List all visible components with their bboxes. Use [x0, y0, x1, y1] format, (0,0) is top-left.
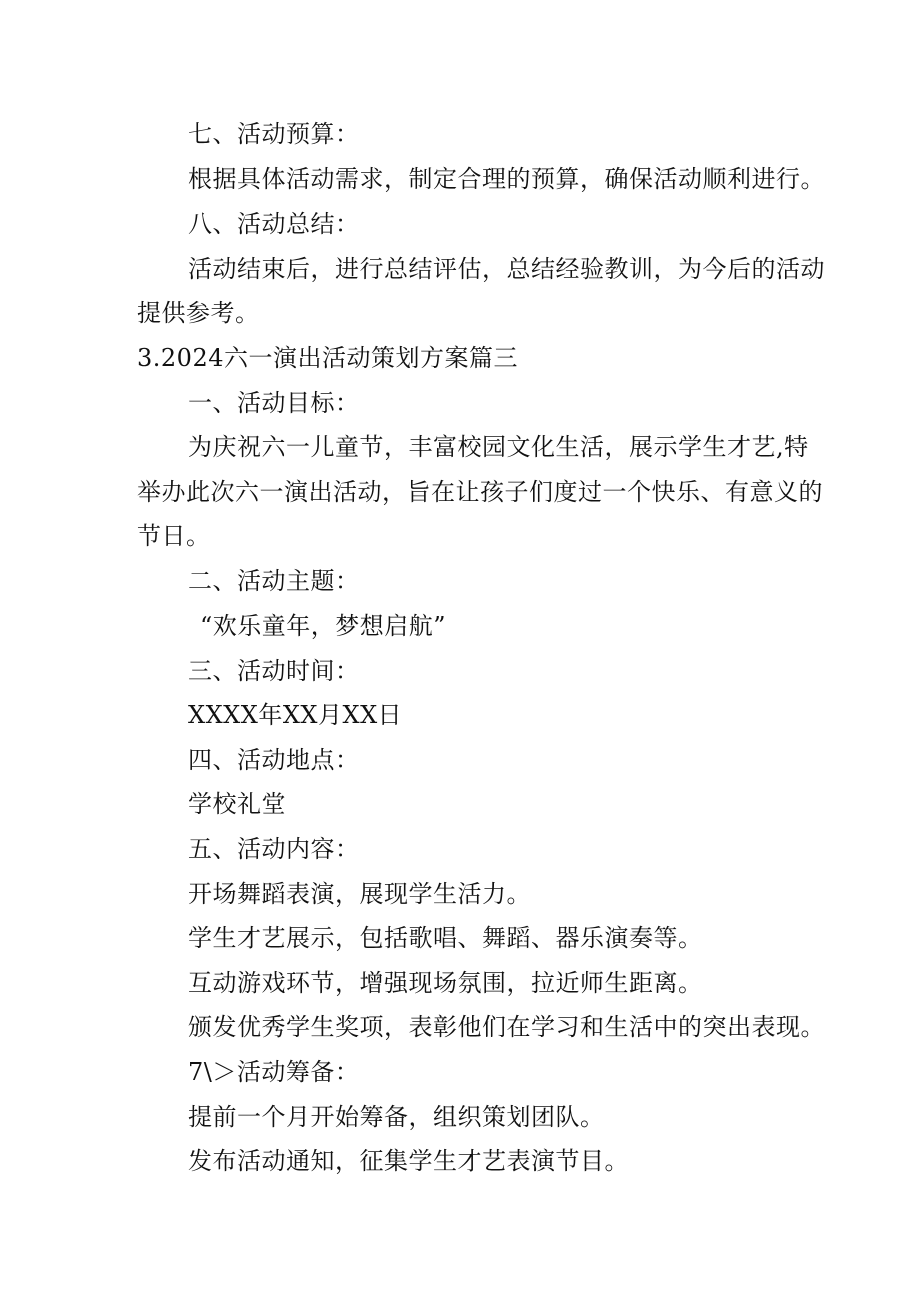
paragraph-goal-line3: 节日。 — [137, 522, 211, 550]
section-heading-goal: 一、活动目标： — [188, 389, 360, 417]
section-heading-theme: 二、活动主题： — [188, 567, 360, 595]
paragraph-location: 学校礼堂 — [188, 790, 286, 818]
paragraph-summary-line1: 活动结束后，进行总结评估，总结经验教训，为今后的活动 — [188, 255, 825, 283]
paragraph-summary-line2: 提供参考。 — [137, 299, 260, 327]
paragraph-goal-line2: 举办此次六一演出活动，旨在让孩子们度过一个快乐、有意义的 — [137, 478, 823, 506]
chapter-title: 3.2024六一演出活动策划方案篇三 — [137, 344, 518, 372]
section-heading-content: 五、活动内容： — [188, 835, 360, 863]
preparation-item-2: 发布活动通知，征集学生才艺表演节目。 — [188, 1147, 629, 1175]
section-heading-time: 三、活动时间： — [188, 657, 360, 685]
preparation-item-1: 提前一个月开始筹备，组织策划团队。 — [188, 1103, 605, 1131]
section-heading-budget: 七、活动预算： — [188, 120, 360, 148]
paragraph-goal-line1: 为庆祝六一儿童节，丰富校园文化生活，展示学生才艺,特 — [188, 433, 809, 461]
section-heading-location: 四、活动地点： — [188, 746, 360, 774]
paragraph-theme: “欢乐童年，梦想启航” — [200, 612, 447, 640]
content-item-4: 颁发优秀学生奖项，表彰他们在学习和生活中的突出表现。 — [188, 1013, 825, 1041]
content-item-3: 互动游戏环节，增强现场氛围，拉近师生距离。 — [188, 969, 703, 997]
section-heading-summary: 八、活动总结： — [188, 210, 360, 238]
paragraph-budget: 根据具体活动需求，制定合理的预算，确保活动顺利进行。 — [188, 165, 825, 193]
content-item-1: 开场舞蹈表演，展现学生活力。 — [188, 880, 531, 908]
paragraph-time: XXXX年XX月XX日 — [188, 701, 403, 729]
content-item-2: 学生才艺展示，包括歌唱、舞蹈、器乐演奏等。 — [188, 924, 703, 952]
section-heading-preparation: 7\＞活动筹备： — [188, 1058, 360, 1086]
